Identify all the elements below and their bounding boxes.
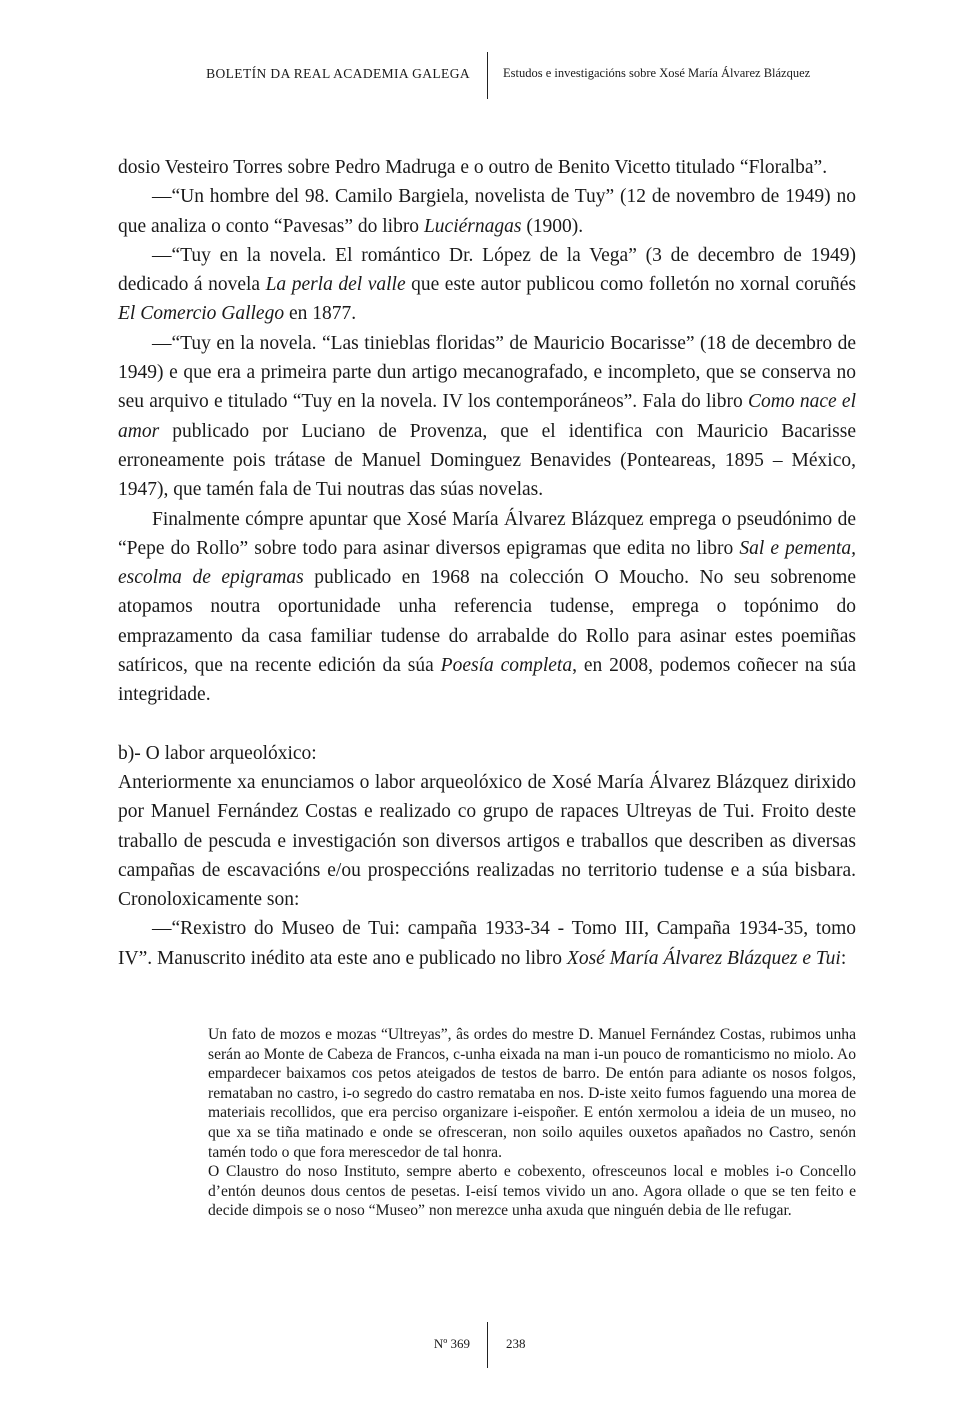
main-text: [118, 153, 856, 973]
section-title: Estudos e investigacións sobre Xosé María Álvarez Blázquez: [503, 66, 811, 80]
newspaper-title: El Comercio Gallego: [118, 303, 285, 325]
section-gap: [118, 710, 856, 739]
issue-number: Nº 369: [433, 1336, 470, 1351]
book-title: Poesía completa: [440, 655, 573, 677]
book-title: Xosé María Álvarez Blázquez e Tui: [566, 947, 841, 969]
block-quote: [208, 1025, 856, 1221]
footer-divider: [487, 1322, 488, 1368]
paragraph: dosio Vesteiro Torres sobre Pedro Madruga e o outro de Benito Vicetto titulado “Floralba”.: [118, 157, 828, 178]
paragraph: Anteriormente xa enunciamos o labor arqueolóxico de Xosé María Álvarez Blázquez dirixido por Manuel Fernández Costas e realizado co grupo de rapaces Ultreyas de Tui. Froito deste traballo de pescuda e investigación son diversos artigos e traballos que describen as diversas campañas de escavacións e/ou prospeccións realizadas no territorio tudense e a súa bisbara. Cronoloxicamente son:: [118, 771, 856, 911]
paragraph: —“Un hombre del 98. Camilo Bargiela, novelista de Tuy” (12 de novembro de 1949) no que analiza o conto “Pavesas” do libro Luciérnagas (1900).: [118, 186, 856, 237]
book-title: La perla del valle: [265, 274, 406, 296]
book-title: Luciérnagas: [423, 215, 522, 237]
paragraph: —“Tuy en la novela. “Las tinieblas floridas” de Mauricio Bocarisse” (18 de decembro de 1949) e que era a primeira parte dun artigo mecanografado, e incompleto, que se conserva no seu arquivo e titulado “Tuy en la novela. IV los contemporáneos”. Fala do libro Como nace el amor publicado por Luciano de Provenza, que el identifica con Mauricio Bacarisse erroneamente pois trátase de Manuel Dominguez Benavides (Ponteareas, 1895 – México, 1947), que tamén fala de Tui noutras das súas novelas.: [118, 332, 856, 501]
running-footer: [0, 1322, 975, 1368]
page-number: 238: [506, 1336, 526, 1351]
paragraph: Finalmente cómpre apuntar que Xosé María Álvarez Blázquez emprega o pseudónimo de “Pepe do Rollo” sobre todo para asinar diversos epigramas que edita no libro Sal e pementa, escolma de epigramas publicado en 1968 na colección O Moucho. No seu sobrenome atopamos noutra oportunidade unha referencia tudense, emprega o topónimo do emprazamento da casa familiar tudense do arrabalde do Rollo para asinar estes poemiñas satíricos, que na recente edición da súa Poesía completa, en 2008, podemos coñecer na súa integridade.: [118, 508, 857, 706]
running-header: [0, 52, 975, 100]
journal-title: BOLETÍN DA REAL ACADEMIA GALEGA: [206, 66, 470, 81]
header-divider: [487, 52, 488, 99]
quote-paragraph: Un fato de mozos e mozas “Ultreyas”, âs ordes do mestre D. Manuel Fernández Costas, rubimos unha serán ao Monte de Cabeza de Francos, c-unha eixada na man i-un pouco de romanticismo no miolo. Ao empardecer baixamos cos petos ateigados de testos de barro. De entón para adiante os nosos folgos, remataban no castro, i-o segredo do castro remataba en nos. D-iste xeito fumos faguendo una morea de materiais recollidos, que era perciso organizare i-eispoñer. E entón xermolou a ideia de un museo, no que xa se tiña matinado e onde se ofresceran, non soilo aquiles ouxetos apañados no Castro, senón tamén todo o que fora merescedor de tal honra.: [208, 1026, 856, 1161]
section-heading: b)- O labor arqueolóxico:: [118, 742, 317, 764]
book-title: Como nace el amor: [118, 391, 856, 442]
book-title: Sal e pementa, escolma de epigramas: [118, 537, 856, 589]
paragraph: —“Tuy en la novela. El romántico Dr. López de la Vega” (3 de decembro de 1949) dedicado á novela La perla del valle que este autor publicou como folletón no xornal coruñés El Comercio Gallego en 1877.: [118, 244, 856, 325]
paragraph: —“Rexistro do Museo de Tui: campaña 1933-34 - Tomo III, Campaña 1934-35, tomo IV”. Manuscrito inédito ata este ano e publicado no libro Xosé María Álvarez Blázquez e Tui:: [118, 918, 856, 969]
quote-paragraph: O Claustro do noso Instituto, sempre aberto e cobexento, ofresceunos local e mobles i-o Concello d’entón deunos dous centos de pesetas. I-eisí temos vivido un ano. Agora ollade o que se ten feito e decide dimpois se o noso “Museo” non merezce unha axuda que ninguén debia de lle refugar.: [208, 1163, 856, 1220]
